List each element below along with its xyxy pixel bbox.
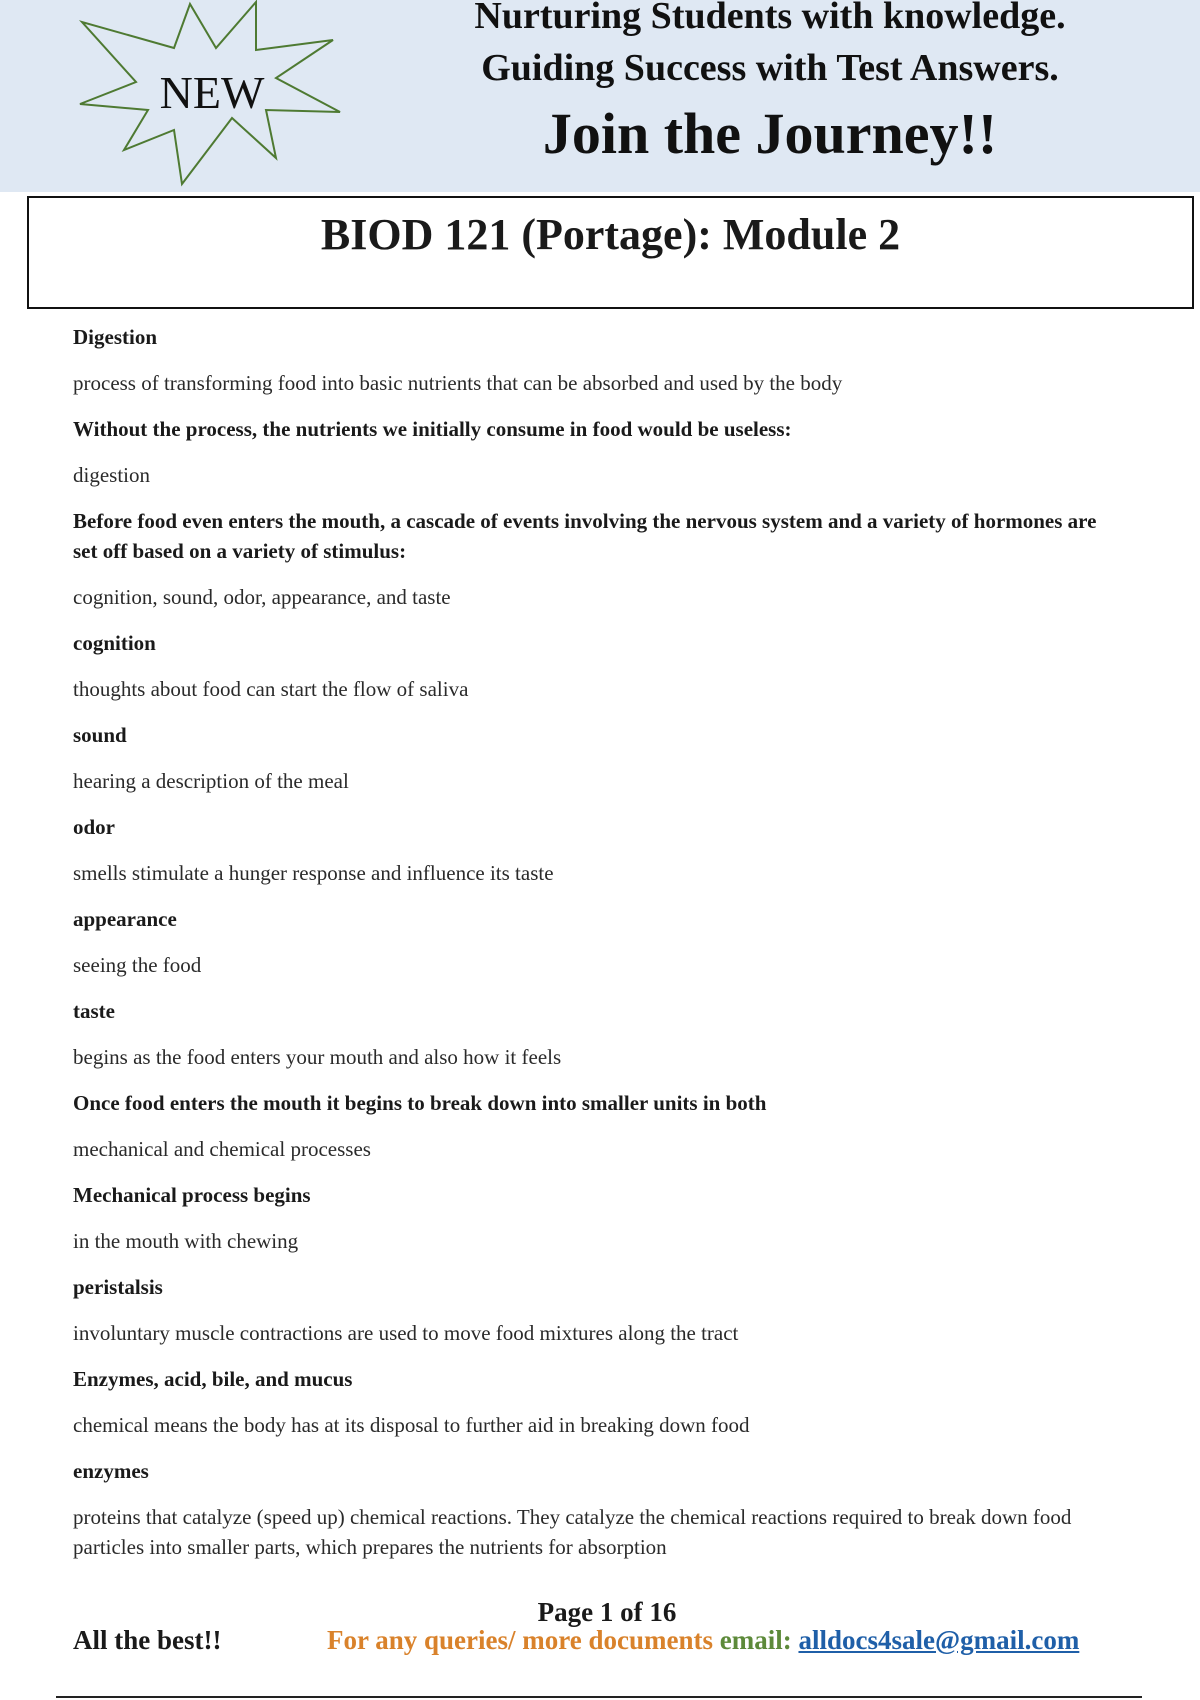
qa-definition: mechanical and chemical processes [73,1137,371,1161]
qa-definition: seeing the food [73,953,202,977]
qa-term: Without the process, the nutrients we initially consume in food would be useless: [73,417,792,441]
qa-item [73,904,1118,980]
farewell-text: All the best!! [73,1625,222,1655]
qa-definition: begins as the food enters your mouth and also how it feels [73,1045,562,1069]
qa-list [73,322,1118,1578]
qa-item [73,1364,1118,1440]
qa-term: appearance [73,907,177,931]
qa-term: sound [73,723,127,747]
new-badge-text: NEW [159,67,265,118]
qa-term: cognition [73,631,156,655]
qa-definition: process of transforming food into basic nutrients that can be absorbed and used by the body [73,371,843,395]
new-starburst-icon [78,0,346,188]
qa-term: enzymes [73,1459,149,1483]
qa-item [73,996,1118,1072]
tagline-line-1: Nurturing Students with knowledge. [474,0,1066,37]
qa-definition: cognition, sound, odor, appearance, and taste [73,585,451,609]
qa-item [73,720,1118,796]
qa-term: Mechanical process begins [73,1183,311,1207]
page-title: BIOD 121 (Portage): Module 2 [320,210,901,259]
title-box [27,196,1194,309]
promo-banner [0,0,1200,192]
page-number: Page 1 of 16 [537,1597,677,1627]
email-label: email: [719,1625,792,1655]
qa-definition: chemical means the body has at its disposal to further aid in breaking down food [73,1413,750,1437]
qa-definition: digestion [73,463,150,487]
qa-definition: in the mouth with chewing [73,1229,299,1253]
email-link[interactable]: alldocs4sale@gmail.com [798,1625,1080,1655]
qa-item [73,1272,1118,1348]
qa-term: Before food even enters the mouth, a cascade of events involving the nervous system and a variety of hormones are set off based on a variety of stimulus: [73,509,1097,563]
qa-item [73,414,1118,490]
qa-item [73,1180,1118,1256]
qa-definition: smells stimulate a hunger response and influence its taste [73,861,554,885]
tagline-line-3: Join the Journey!! [542,101,998,166]
qa-term: Enzymes, acid, bile, and mucus [73,1367,353,1391]
qa-item [73,1088,1118,1164]
qa-term: peristalsis [73,1275,163,1299]
qa-term: Digestion [73,325,157,349]
qa-item [73,506,1118,612]
qa-item [73,812,1118,888]
query-text: For any queries/ more documents [327,1625,713,1655]
qa-definition: proteins that catalyze (speed up) chemical reactions. They catalyze the chemical reactions required to break down food particles into smaller parts, which prepares the nutrients for absorption [73,1505,1072,1559]
qa-item [73,322,1118,398]
tagline-line-2: Guiding Success with Test Answers. [481,47,1059,89]
footer-divider [56,1696,1142,1698]
qa-item [73,1456,1118,1562]
qa-definition: involuntary muscle contractions are used to move food mixtures along the tract [73,1321,739,1345]
qa-term: odor [73,815,115,839]
qa-definition: hearing a description of the meal [73,769,349,793]
qa-definition: thoughts about food can start the flow of saliva [73,677,469,701]
qa-item [73,628,1118,704]
qa-term: taste [73,999,115,1023]
qa-term: Once food enters the mouth it begins to break down into smaller units in both [73,1091,767,1115]
contact-line [327,1625,1079,1656]
